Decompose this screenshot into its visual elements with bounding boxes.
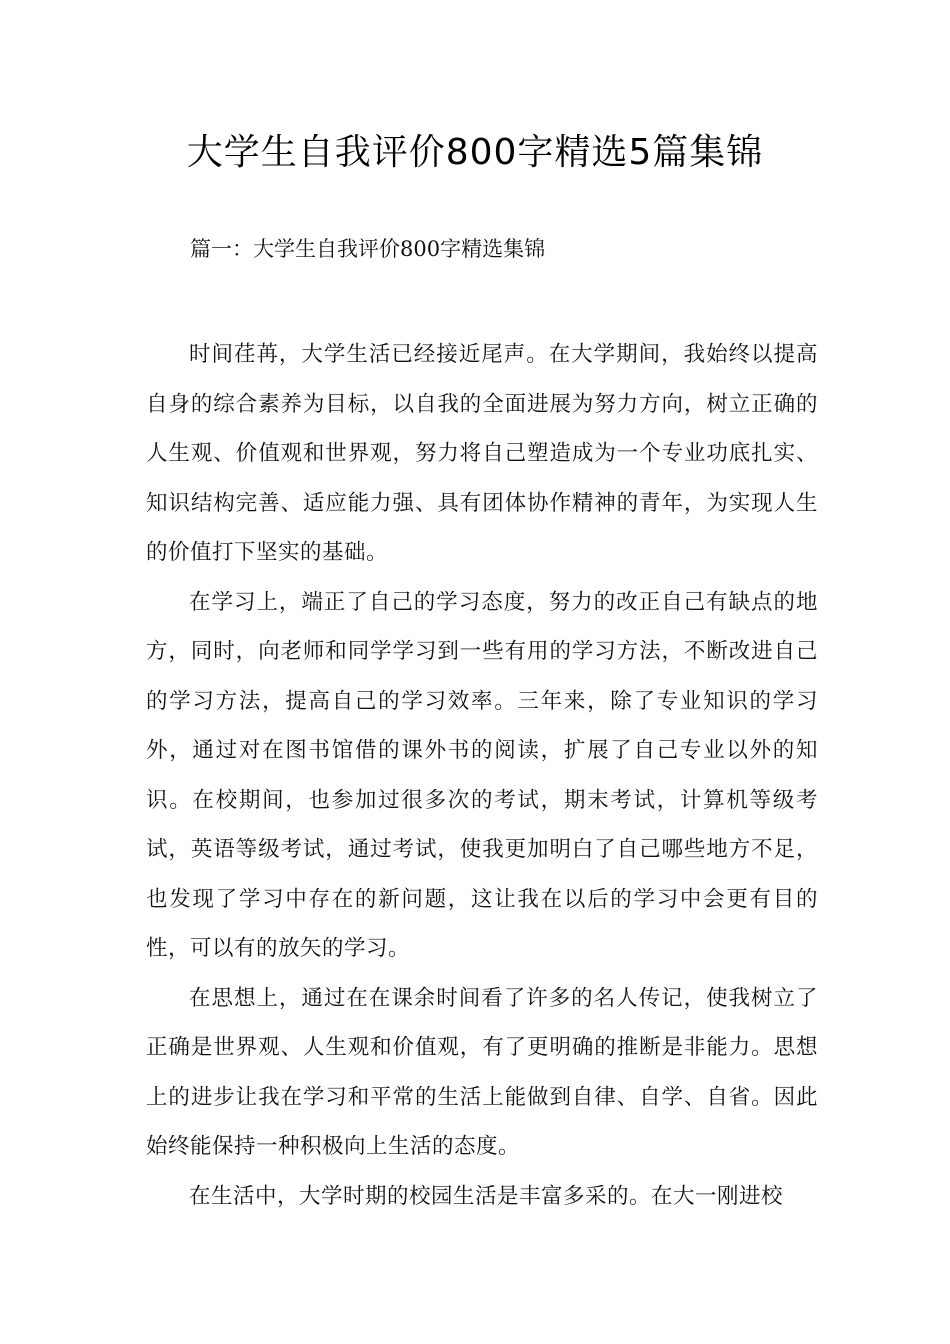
document-title: 大学生自我评价800字精选5篇集锦 [186, 132, 764, 173]
paragraph-3: 在思想上，通过在在课余时间看了许多的名人传记，使我树立了正确是世界观、人生观和价值观，有了更明确的推断是非能力。思想上的进步让我在学习和平常的生活上能做到自律、自学、自省。因此始终能保持一种积极向上生活的态度。 [146, 985, 818, 1159]
paragraph-4: 在生活中，大学时期的校园生活是丰富多采的。在大一刚进校 [189, 1183, 784, 1209]
paragraph-1: 时间荏苒，大学生活已经接近尾声。在大学期间，我始终以提高自身的综合素养为目标，以自我的全面进展为努力方向，树立正确的人生观、价值观和世界观，努力将自己塑造成为一个专业功底扎实、知识结构完善、适应能力强、具有团体协作精神的青年，为实现人生的价值打下坚实的基础。 [146, 342, 818, 565]
paragraph-2: 在学习上，端正了自己的学习态度，努力的改正自己有缺点的地方，同时，向老师和同学学习到一些有用的学习方法，不断改进自己的学习方法，提高自己的学习效率。三年来，除了专业知识的学习外，通过对在图书馆借的课外书的阅读，扩展了自己专业以外的知识。在校期间，也参加过很多次的考试，期末考试，计算机等级考试，英语等级考试，通过考试，使我更加明白了自己哪些地方不足，也发现了学习中存在的新问题，这让我在以后的学习中会更有目的性，可以有的放矢的学习。 [146, 589, 818, 961]
document-body [146, 330, 818, 1221]
section-heading: 篇一：大学生自我评价800字精选集锦 [190, 237, 546, 261]
